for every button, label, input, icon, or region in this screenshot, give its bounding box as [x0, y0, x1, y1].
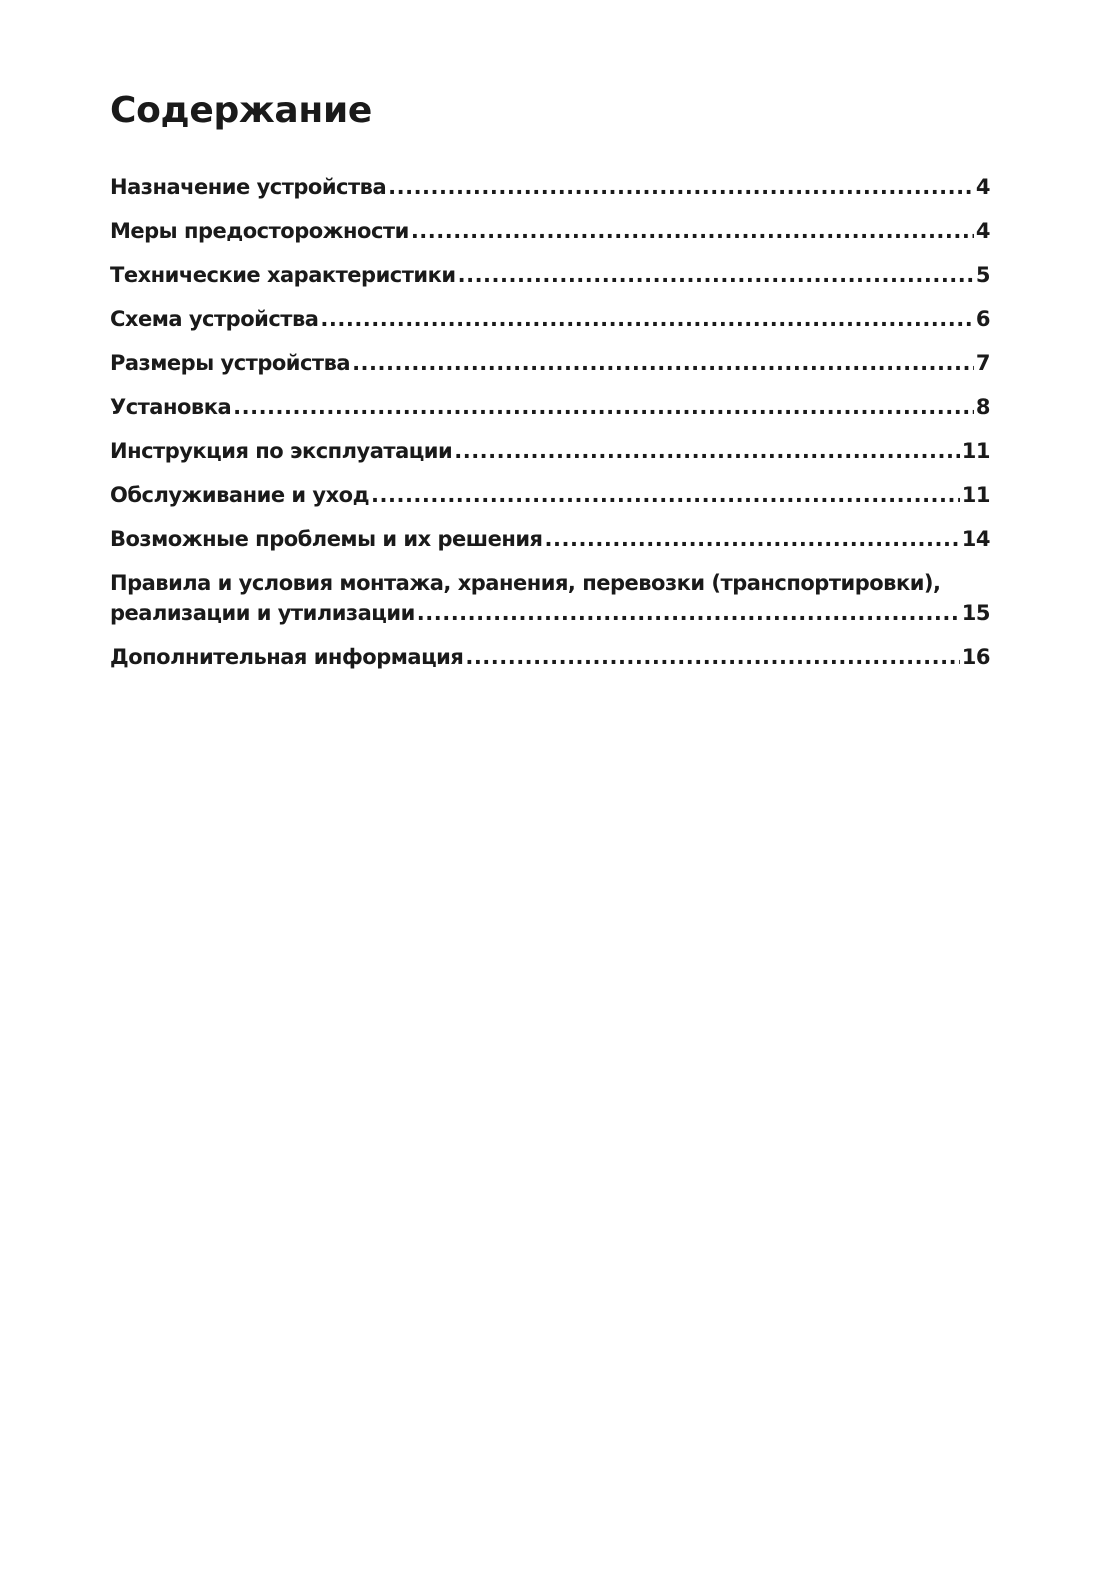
page-title: Содержание — [110, 90, 373, 131]
toc-entry[interactable] — [110, 216, 990, 246]
toc-dot-leader — [465, 642, 959, 672]
toc-entry-text: Назначение устройства — [110, 175, 387, 199]
toc-page-number: 6 — [975, 307, 990, 331]
toc-entry-text: Меры предосторожности — [110, 219, 409, 243]
toc-entry-text: Инструкция по эксплуатации — [110, 439, 453, 463]
toc-entry-text: Дополнительная информация — [110, 645, 464, 669]
toc-entry[interactable] — [110, 524, 990, 554]
toc-dot-leader — [458, 260, 974, 290]
toc-entry[interactable] — [110, 392, 990, 422]
toc-dot-leader — [371, 480, 960, 510]
toc-page-number: 11 — [961, 483, 990, 507]
toc-dot-leader — [320, 304, 973, 334]
toc-entry[interactable] — [110, 642, 990, 672]
toc-dot-leader — [352, 348, 974, 378]
toc-page-number: 15 — [961, 601, 990, 625]
toc-dot-leader — [233, 392, 974, 422]
toc-entry-text: Размеры устройства — [110, 351, 351, 375]
toc-entry[interactable] — [110, 348, 990, 378]
toc-entry-text: Схема устройства — [110, 307, 319, 331]
toc-dot-leader — [411, 216, 974, 246]
toc-page-number: 11 — [961, 439, 990, 463]
toc-entry-text-line1: Правила и условия монтажа, хранения, перевозки (транспортировки), — [110, 571, 941, 595]
toc-entry[interactable] — [110, 480, 990, 510]
toc-entry[interactable] — [110, 436, 990, 466]
toc-dot-leader — [388, 172, 974, 202]
toc-entry-text: Возможные проблемы и их решения — [110, 527, 543, 551]
toc-dot-leader — [454, 436, 960, 466]
toc-page-number: 7 — [975, 351, 990, 375]
toc-dot-leader — [417, 598, 960, 628]
toc-page-number: 14 — [961, 527, 990, 551]
toc-entry-text-line2: реализации и утилизации — [110, 601, 415, 625]
toc-entry[interactable] — [110, 304, 990, 334]
toc-entry-text: Установка — [110, 395, 232, 419]
toc-page-number: 4 — [975, 175, 990, 199]
toc-page-number: 4 — [975, 219, 990, 243]
toc-entry[interactable] — [110, 260, 990, 290]
toc-page-number: 5 — [975, 263, 990, 287]
toc-entry-text: Обслуживание и уход — [110, 483, 370, 507]
toc-entry[interactable] — [110, 568, 990, 628]
toc-entry-text: Технические характеристики — [110, 263, 456, 287]
toc-dot-leader — [545, 524, 960, 554]
toc-entry[interactable] — [110, 172, 990, 202]
toc-page-number: 8 — [975, 395, 990, 419]
toc-page-number: 16 — [961, 645, 990, 669]
table-of-contents — [110, 172, 990, 686]
